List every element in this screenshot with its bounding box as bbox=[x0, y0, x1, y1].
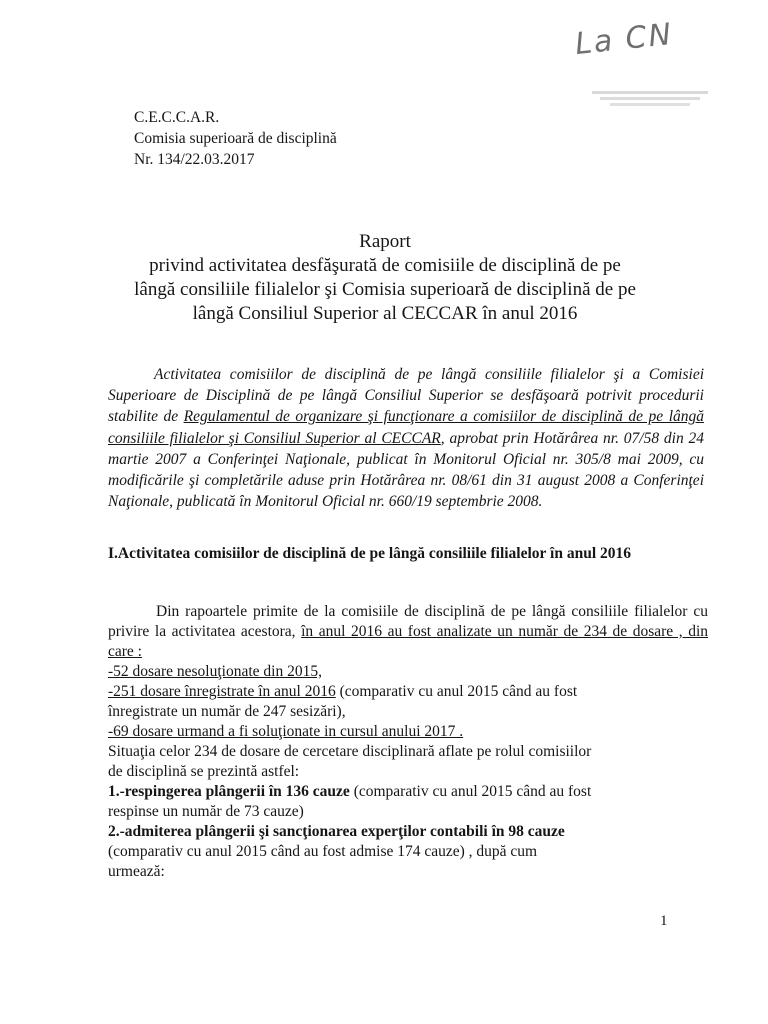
point-1 bbox=[108, 782, 708, 802]
point-1-rest: (comparativ cu anul 2015 când au fost bbox=[349, 783, 592, 800]
page-number: 1 bbox=[660, 913, 668, 929]
paragraph-1-start: Din rapoartele primite de la comisiile de disciplină de pe lângă consiliile filialelor cu privire la activitatea acestora, bbox=[108, 603, 708, 640]
title-line-3: lângă consiliile filialelor şi Comisia superioară de disciplină de pe bbox=[134, 279, 636, 300]
title-line-1: Raport bbox=[359, 231, 411, 252]
situation-line-1: Situaţia celor 234 de dosare de cercetare disciplinară aflate pe rolul comisiilor bbox=[108, 743, 592, 760]
point-2-continued-2: urmează: bbox=[108, 863, 165, 880]
list-item-2-rest: (comparativ cu anul 2015 când au fost bbox=[335, 683, 578, 700]
list-item-1-text: -52 dosare nesoluţionate din 2015, bbox=[108, 663, 322, 680]
faded-stamp bbox=[590, 88, 710, 110]
title-line-2: privind activitatea desfăşurată de comisiile de disciplină de pe bbox=[149, 255, 621, 276]
list-item-2 bbox=[108, 682, 708, 702]
title-line-4: lângă Consiliul Superior al CECCAR în anul 2016 bbox=[192, 303, 578, 324]
point-2 bbox=[108, 822, 708, 842]
list-item-2-continued: înregistrate un număr de 247 sesizări), bbox=[108, 703, 346, 720]
section-1-body bbox=[108, 602, 708, 882]
list-item-3-text: -69 dosare urmand a fi soluţionate in cursul anului 2017 . bbox=[108, 723, 464, 740]
paragraph-1 bbox=[108, 602, 708, 662]
document-number: Nr. 134/22.03.2017 bbox=[134, 151, 255, 168]
header-block bbox=[134, 107, 337, 170]
report-title bbox=[60, 230, 710, 326]
point-1-continued: respinse un număr de 73 cauze) bbox=[108, 803, 304, 820]
paragraph-1-underlined: în anul 2016 au fost analizate un număr de 234 de dosare , din care : bbox=[108, 623, 708, 660]
point-2-continued-1: (comparativ cu anul 2015 când au fost admise 174 cauze) , după cum bbox=[108, 843, 538, 860]
regulation-reference: Regulamentul de organizare şi funcţionare a comisiilor de disciplină de pe lângă consiliile filialelor şi Consiliul Superior al CECCAR bbox=[108, 408, 704, 447]
commission-name: Comisia superioară de disciplină bbox=[134, 130, 337, 147]
point-2-bold: 2.-admiterea plângerii şi sancţionarea experţilor contabili în 98 cauze bbox=[108, 823, 565, 840]
intro-paragraph bbox=[108, 364, 704, 512]
situation-line-2: de disciplină se prezintă astfel: bbox=[108, 763, 300, 780]
list-item-1 bbox=[108, 662, 708, 682]
handwritten-note: La CN bbox=[573, 16, 675, 63]
intro-part-2: , aprobat prin Hotărârea nr. 07/58 din 24 martie 2007 a Conferinţei Naţionale, publicat în Monitorul Oficial nr. 305/8 mai 2009, cu modificările şi completările aduse prin Hotărârea nr. 08/61 din 31 august 2008 a Conferinţei Naţionale, publicată în Monitorul Oficial nr. 660/19 septembrie 2008. bbox=[108, 429, 704, 511]
intro-part-1: Activitatea comisiilor de disciplină de pe lângă consiliile filialelor şi a Comisiei Superioare de Disciplină de pe lângă Consiliul Superior se desfăşoară potrivit procedurii stabilite de bbox=[108, 366, 704, 426]
section-1-title: I.Activitatea comisiilor de disciplină de pe lângă consiliile filialelor în anul 2016 bbox=[108, 545, 631, 562]
point-1-bold: 1.-respingerea plângerii în 136 cauze bbox=[108, 783, 350, 800]
list-item-2-underlined: -251 dosare înregistrate în anul 2016 bbox=[108, 683, 336, 700]
list-item-3 bbox=[108, 722, 708, 742]
organization-name: C.E.C.C.A.R. bbox=[134, 109, 220, 126]
